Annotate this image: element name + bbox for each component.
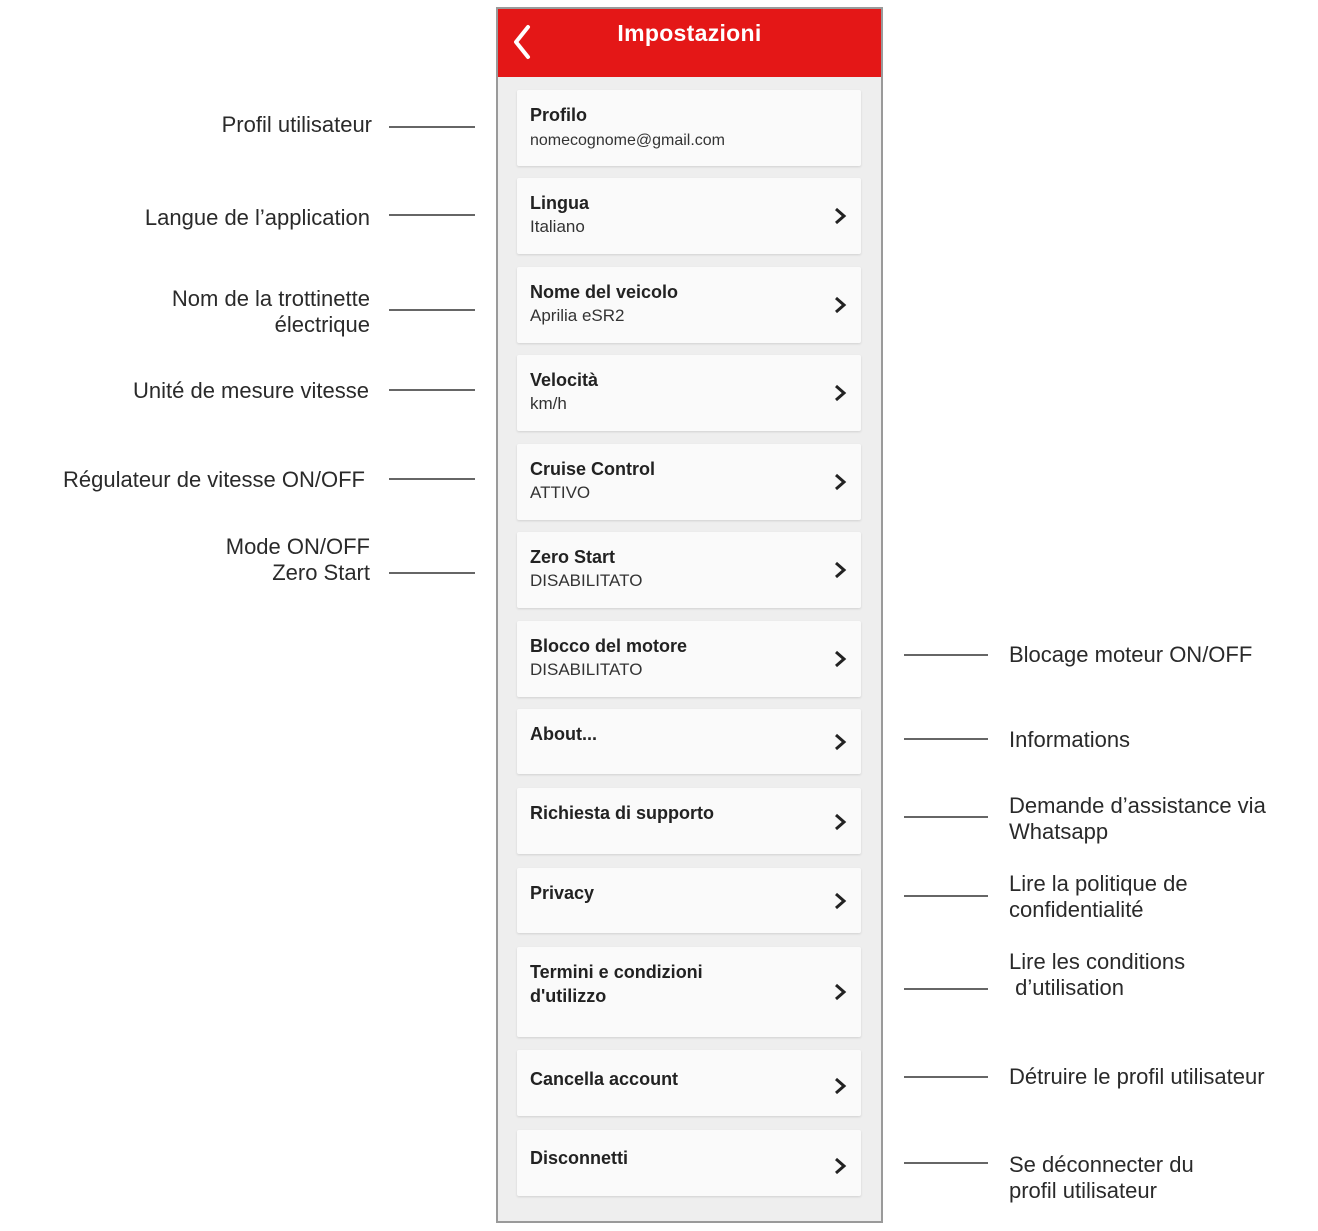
settings-screen bbox=[496, 7, 883, 1223]
annotation-zero-start bbox=[226, 534, 370, 586]
annotation-connector bbox=[389, 572, 475, 574]
settings-item-speed-unit[interactable] bbox=[517, 355, 861, 431]
settings-item-label: Velocità bbox=[530, 370, 599, 390]
annotation-text: Zero Start bbox=[272, 560, 370, 585]
annotation-connector bbox=[389, 126, 475, 128]
settings-item-value: Aprilia eSR2 bbox=[530, 306, 625, 325]
annotation-text: d’utilisation bbox=[1009, 975, 1124, 1000]
annotation-text: profil utilisateur bbox=[1009, 1178, 1157, 1203]
settings-item-label: Blocco del motore bbox=[530, 636, 688, 656]
settings-item-terms[interactable] bbox=[517, 947, 861, 1037]
chevron-right-icon bbox=[833, 560, 847, 580]
settings-item-value: DISABILITATO bbox=[530, 571, 643, 590]
annotation-text: Lire les conditions bbox=[1009, 949, 1186, 974]
settings-item-logout[interactable] bbox=[517, 1130, 861, 1196]
annotation-cruise-control bbox=[63, 467, 365, 493]
annotation-connector bbox=[389, 389, 475, 391]
annotation-language bbox=[145, 205, 370, 231]
annotation-text: Demande d’assistance via bbox=[1009, 793, 1266, 818]
annotation-support bbox=[1009, 793, 1266, 845]
settings-item-delete-account[interactable] bbox=[517, 1050, 861, 1116]
annotation-privacy bbox=[1009, 871, 1188, 923]
annotation-logout bbox=[1009, 1152, 1194, 1204]
settings-item-vehicle-name[interactable] bbox=[517, 267, 861, 343]
annotation-text: Whatsapp bbox=[1009, 819, 1109, 844]
page-title: Impostazioni bbox=[617, 20, 762, 46]
annotation-text: Régulateur de vitesse ON/OFF bbox=[62, 467, 365, 492]
settings-item-zero-start[interactable] bbox=[517, 532, 861, 608]
chevron-right-icon bbox=[833, 1156, 847, 1176]
annotation-delete-account bbox=[1009, 1064, 1265, 1090]
chevron-right-icon bbox=[833, 472, 847, 492]
settings-item-support[interactable] bbox=[517, 788, 861, 854]
annotation-text: Informations bbox=[1009, 727, 1131, 752]
settings-item-language[interactable] bbox=[517, 178, 861, 254]
annotation-about bbox=[1009, 727, 1130, 753]
chevron-right-icon bbox=[833, 295, 847, 315]
annotation-text: Mode ON/OFF bbox=[225, 534, 370, 559]
annotation-connector bbox=[389, 214, 475, 216]
annotation-profile bbox=[222, 112, 372, 138]
annotation-text: confidentialité bbox=[1009, 897, 1144, 922]
settings-item-about[interactable] bbox=[517, 709, 861, 774]
settings-item-value: Italiano bbox=[530, 217, 585, 236]
settings-item-label: Cruise Control bbox=[530, 459, 656, 479]
annotation-connector bbox=[904, 738, 988, 740]
annotation-connector bbox=[904, 1076, 988, 1078]
app-bar bbox=[498, 9, 881, 77]
chevron-right-icon bbox=[833, 1076, 847, 1096]
settings-item-cruise-control[interactable] bbox=[517, 444, 861, 520]
annotation-text: Profil utilisateur bbox=[221, 112, 372, 137]
annotation-text: Langue de l’application bbox=[144, 205, 370, 230]
settings-item-profile[interactable] bbox=[517, 90, 861, 166]
annotation-speed-unit bbox=[133, 378, 369, 404]
chevron-right-icon bbox=[833, 732, 847, 752]
annotation-connector bbox=[904, 816, 988, 818]
settings-item-label: Termini e condizioni bbox=[530, 962, 703, 982]
chevron-right-icon bbox=[833, 812, 847, 832]
chevron-right-icon bbox=[833, 206, 847, 226]
settings-item-label: Nome del veicolo bbox=[530, 282, 679, 302]
annotation-engine-lock bbox=[1009, 642, 1252, 668]
annotation-text: Se déconnecter du bbox=[1009, 1152, 1194, 1177]
annotation-connector bbox=[904, 654, 988, 656]
settings-item-privacy[interactable] bbox=[517, 868, 861, 933]
annotation-connector bbox=[389, 478, 475, 480]
annotation-connector bbox=[904, 988, 988, 990]
annotation-text: Blocage moteur ON/OFF bbox=[1009, 642, 1253, 667]
settings-item-label: About... bbox=[530, 724, 597, 744]
chevron-right-icon bbox=[833, 383, 847, 403]
settings-item-label: Disconnetti bbox=[530, 1148, 629, 1168]
settings-item-label: Privacy bbox=[530, 883, 595, 903]
settings-item-label: Richiesta di supporto bbox=[530, 803, 715, 823]
annotation-text: Nom de la trottinette bbox=[171, 286, 370, 311]
annotation-text: électrique bbox=[274, 312, 370, 337]
annotation-text: Lire la politique de bbox=[1009, 871, 1188, 896]
annotation-text: Unité de mesure vitesse bbox=[133, 378, 369, 403]
annotation-vehicle-name bbox=[172, 286, 370, 338]
annotation-connector bbox=[904, 895, 988, 897]
settings-item-value: ATTIVO bbox=[530, 483, 591, 502]
chevron-right-icon bbox=[833, 891, 847, 911]
settings-item-label: Profilo bbox=[530, 105, 587, 125]
settings-item-label: Lingua bbox=[530, 193, 589, 213]
settings-item-value: nomecognome@gmail.com bbox=[530, 132, 725, 149]
annotation-terms bbox=[1009, 949, 1185, 1001]
settings-item-label: Cancella account bbox=[530, 1069, 679, 1089]
annotation-connector bbox=[389, 309, 475, 311]
settings-item-value: DISABILITATO bbox=[530, 660, 643, 679]
settings-item-engine-lock[interactable] bbox=[517, 621, 861, 697]
settings-item-label-line2: d'utilizzo bbox=[530, 986, 607, 1006]
settings-item-value: km/h bbox=[530, 394, 567, 413]
chevron-right-icon bbox=[833, 982, 847, 1002]
settings-item-label: Zero Start bbox=[530, 547, 616, 567]
annotation-connector bbox=[904, 1162, 988, 1164]
annotation-text: Détruire le profil utilisateur bbox=[1009, 1064, 1265, 1089]
chevron-right-icon bbox=[833, 649, 847, 669]
